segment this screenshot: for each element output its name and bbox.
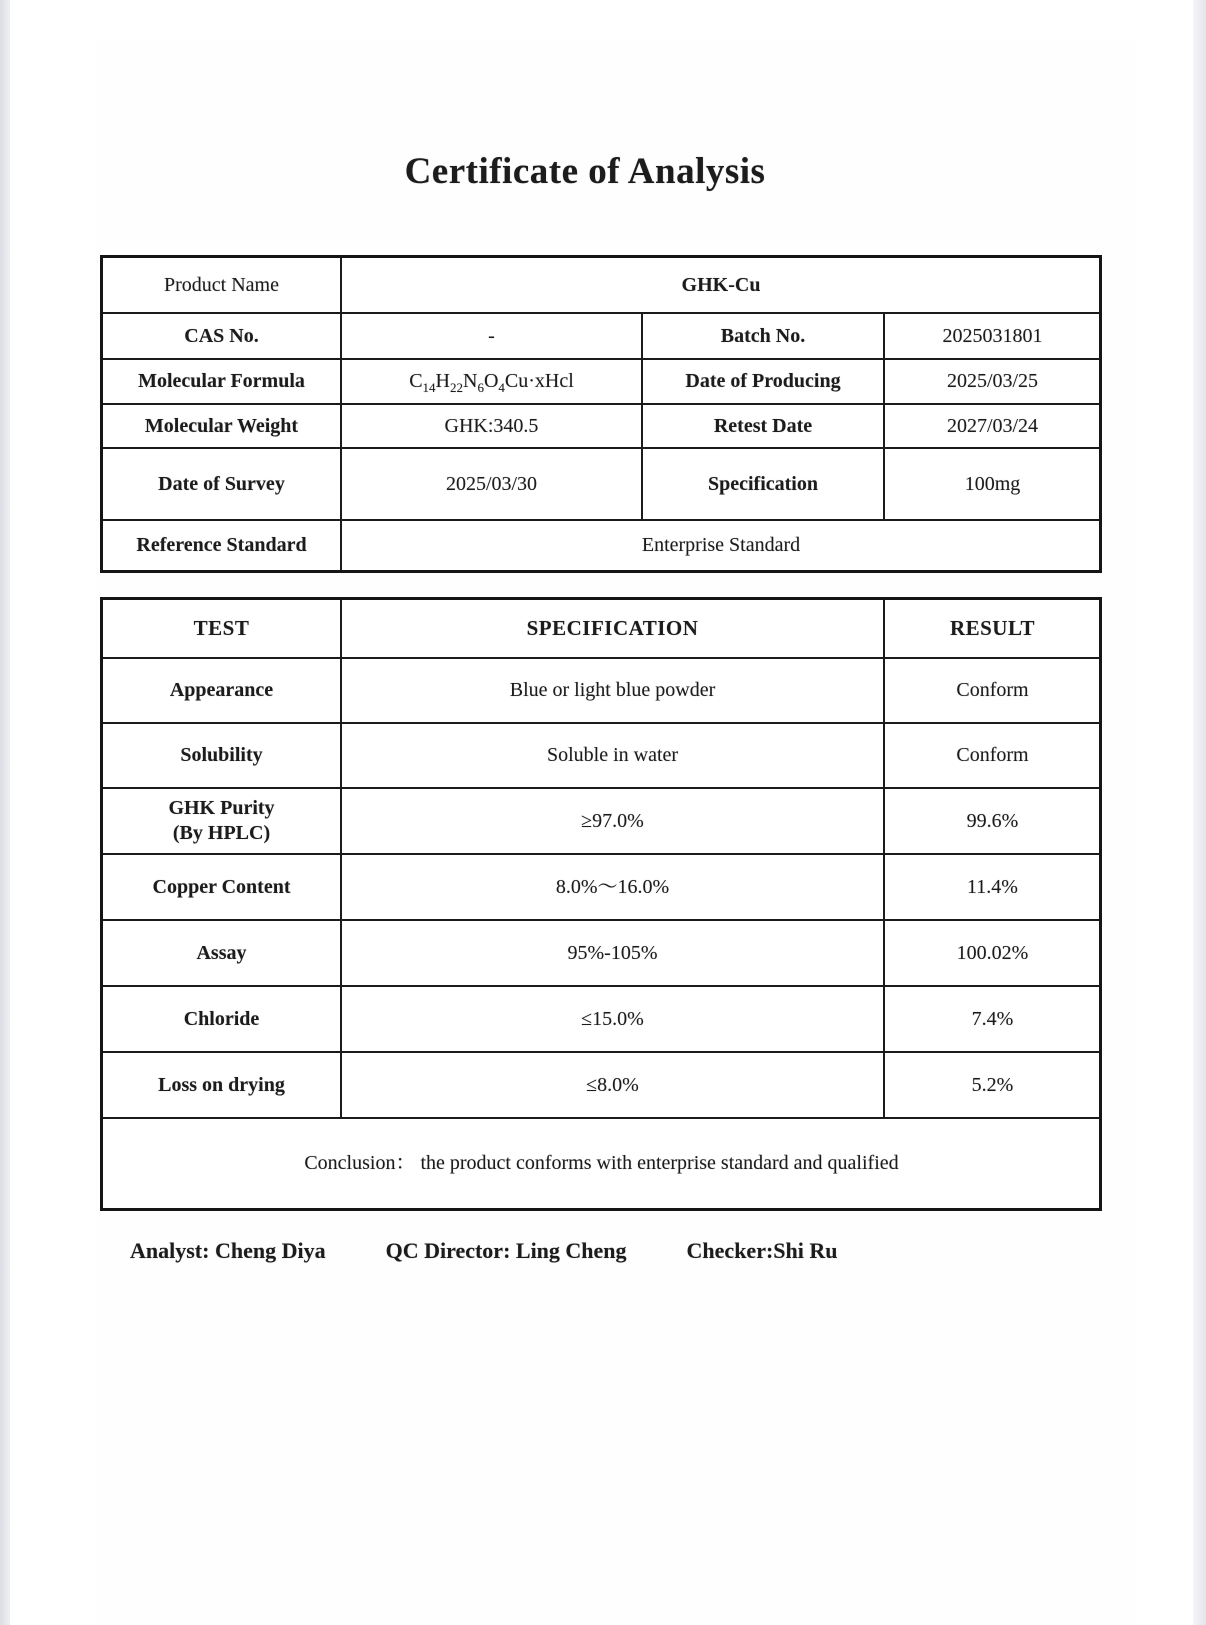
test-row-solubility [103,724,342,789]
test-row-loss-on-drying [103,1053,342,1119]
batch-no-label: Batch No. [643,314,885,360]
spec-copper-content: 8.0%～16.0% [342,855,885,921]
column-header-result: RESULT [885,600,1100,659]
molecular-weight-value: GHK:340.5 [342,405,643,449]
checker-signature: Checker:Shi Ru [686,1238,838,1263]
date-of-survey-label: Date of Survey [103,449,342,521]
spec-appearance: Blue or light blue powder [342,659,885,724]
spec-chloride: ≤15.0% [342,987,885,1053]
reference-standard-value: Enterprise Standard [641,534,801,556]
column-header-specification: SPECIFICATION [342,600,885,659]
signature-line [130,1238,838,1264]
specification-value: 100mg [885,449,1100,521]
result-loss-on-drying: 5.2% [885,1053,1100,1119]
test-name-label: Copper Content [152,875,291,898]
conclusion-row: Conclusion： the product conforms with enterprise standard and qualified [304,1152,899,1174]
test-row-appearance [103,659,342,724]
retest-date-value: 2027/03/24 [885,405,1100,449]
test-name-label: Loss on drying [158,1073,285,1096]
test-name-label: GHK Purity [168,797,275,819]
spec-loss-on-drying: ≤8.0% [342,1053,885,1119]
test-row-chloride [103,987,342,1053]
cas-no-label: CAS No. [103,314,342,360]
retest-date-label: Retest Date [643,405,885,449]
product-name-value: GHK-Cu [342,258,1100,314]
test-row-copper-content [103,855,342,921]
result-chloride: 7.4% [885,987,1100,1053]
certificate-title: Certificate of Analysis [404,151,766,192]
specification-label: Specification [643,449,885,521]
spec-solubility: Soluble in water [342,724,885,789]
test-name-label: Solubility [180,744,263,766]
result-solubility: Conform [885,724,1100,789]
test-row-ghk-purity [103,789,342,855]
spec-assay: 95%-105% [342,921,885,987]
cas-no-value: - [342,314,643,360]
product-name-label: Product Name [103,258,342,314]
scan-edge-left [0,0,10,1625]
result-ghk-purity: 99.6% [885,789,1100,855]
molecular-weight-label: Molecular Weight [103,405,342,449]
molecular-formula-label: Molecular Formula [103,360,342,405]
test-name-label: Assay [196,941,247,964]
spec-ghk-purity: ≥97.0% [342,789,885,855]
test-row-assay [103,921,342,987]
batch-no-value: 2025031801 [885,314,1100,360]
qc-director-signature: QC Director: Ling Cheng [385,1238,627,1263]
test-name-label-line2: (By HPLC) [172,822,271,844]
date-of-producing-value: 2025/03/25 [885,360,1100,405]
test-results-table [100,597,1102,1211]
test-name-label: Chloride [183,1007,260,1030]
column-header-test: TEST [103,600,342,659]
result-assay: 100.02% [885,921,1100,987]
test-name-label: Appearance [169,679,274,701]
date-of-producing-label: Date of Producing [643,360,885,405]
date-of-survey-value: 2025/03/30 [342,449,643,521]
molecular-formula-value: $C_{14}H_{22}N_6O_4Cu\cdot xHcl$ [342,360,643,405]
reference-standard-label: Reference Standard [103,521,342,570]
result-copper-content: 11.4% [885,855,1100,921]
result-appearance: Conform [885,659,1100,724]
product-info-table [100,255,1102,573]
scan-edge-right [1193,0,1206,1625]
analyst-signature: Analyst: Cheng Diya [130,1238,326,1263]
